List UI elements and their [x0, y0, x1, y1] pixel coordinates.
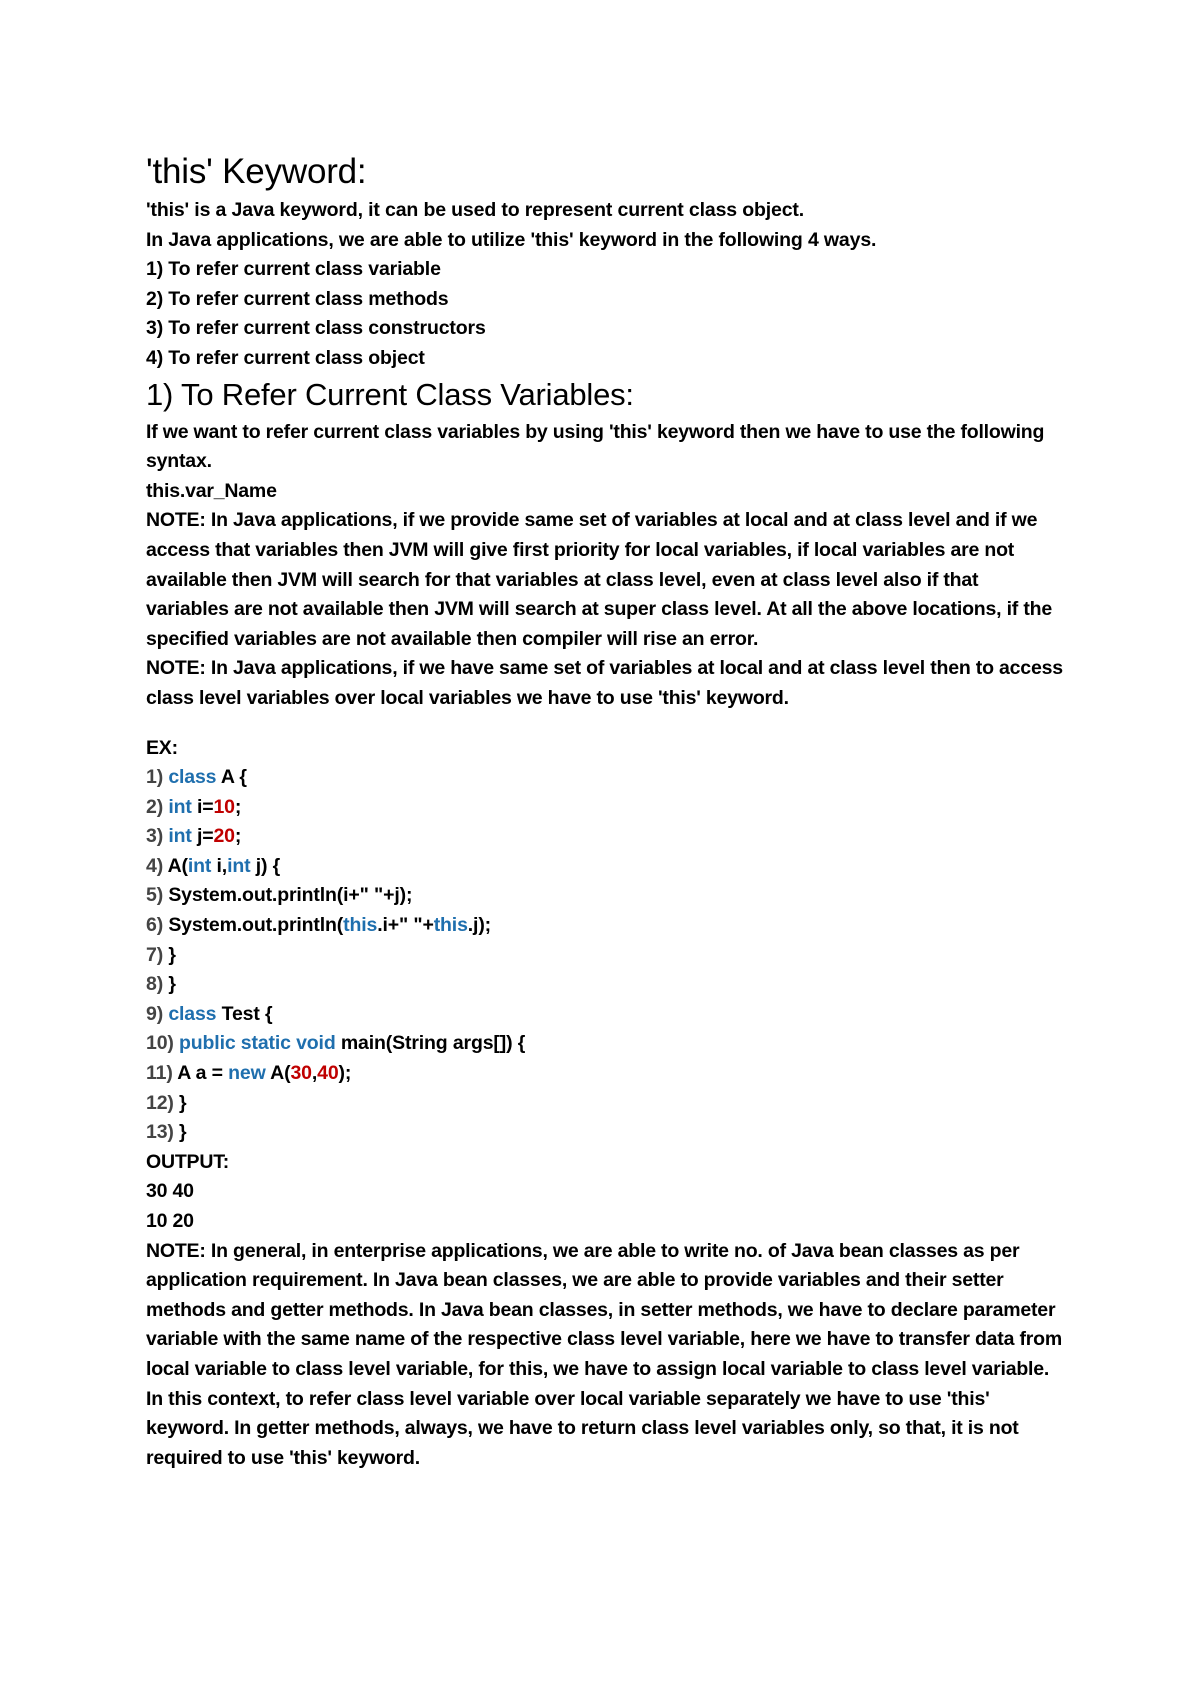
code-text: Test {	[216, 1002, 273, 1025]
code-line	[146, 793, 1066, 823]
intro-lines	[146, 196, 1066, 374]
code-text: }	[168, 973, 176, 996]
code-line	[146, 763, 1066, 793]
code-line-number: 2)	[146, 795, 169, 818]
intro-line: In Java applications, we are able to utilize 'this' keyword in the following 4 ways.	[146, 228, 877, 251]
code-keyword: int	[168, 795, 192, 818]
code-text: A a =	[177, 1062, 229, 1085]
code-line-number: 1)	[146, 766, 169, 789]
code-line-number: 6)	[146, 914, 169, 937]
code-line-number: 13)	[146, 1121, 180, 1144]
note-paragraph-3: NOTE: In general, in enterprise applications, we are able to write no. of Java bean classes as per application requirement. In Java bean classes, we are able to provide variables and their setter methods and getter methods. In Java bean classes, in setter methods, we have to declare parameter variable with the same name of the respective class level variable, here we have to transfer data from local variable to class level variable, for this, we have to assign local variable to class level variable. In this context, to refer class level variable over local variable separately we have to use 'this' keyword. In getter methods, always, we have to return class level variables only, so that, it is not required to use 'this' keyword.	[146, 1239, 1063, 1469]
code-text: ;	[234, 825, 242, 848]
code-line	[146, 1029, 1066, 1059]
output-label: OUTPUT:	[146, 1150, 230, 1173]
output-line: 10 20	[146, 1210, 194, 1232]
code-text: .j);	[467, 914, 492, 937]
code-text: i=	[191, 795, 214, 818]
code-line-number: 5)	[146, 884, 169, 907]
code-line-number: 11)	[146, 1062, 178, 1085]
section-intro: If we want to refer current class variables by using 'this' keyword then we have to use the following syntax.	[146, 420, 1045, 473]
code-text: A(	[265, 1062, 291, 1085]
section-heading: 1) To Refer Current Class Variables:	[146, 376, 634, 412]
code-keyword: class	[168, 1002, 217, 1025]
note-paragraph-1: NOTE: In Java applications, if we provide same set of variables at local and at class level and if we access that variables then JVM will give first priority for local variables, if local variables are not available then JVM will search for that variables at class level, even at class level also if that variables are not available then JVM will search at super class level. At all the above locations, if the specified variables are not available then compiler will rise an error.	[146, 509, 1052, 650]
code-line-number: 10)	[146, 1032, 180, 1055]
syntax-line: this.var_Name	[146, 479, 277, 502]
code-line	[146, 822, 1066, 852]
code-text: main(String args[]) {	[335, 1032, 526, 1055]
code-line	[146, 1089, 1066, 1119]
page-title: 'this' Keyword:	[146, 152, 367, 191]
code-line	[146, 1118, 1066, 1148]
code-keyword: this	[343, 914, 378, 937]
code-text: ,	[311, 1062, 318, 1085]
code-literal: 10	[213, 795, 235, 818]
code-line-number: 3)	[146, 825, 169, 848]
code-text: A(	[167, 854, 188, 877]
output-line: 30 40	[146, 1180, 194, 1203]
code-block	[146, 763, 1066, 1148]
code-line	[146, 941, 1066, 971]
code-text: j=	[191, 825, 214, 848]
code-line	[146, 911, 1066, 941]
code-line	[146, 852, 1066, 882]
intro-line: 'this' is a Java keyword, it can be used to represent current class object.	[146, 199, 805, 221]
code-text: System.out.println(i+" "+j);	[168, 884, 413, 907]
code-line-number: 8)	[146, 973, 169, 996]
code-text: j) {	[250, 854, 281, 877]
code-text: }	[179, 1091, 187, 1114]
code-line	[146, 881, 1066, 911]
code-text: i,	[211, 854, 228, 877]
code-line	[146, 1059, 1066, 1089]
code-keyword: public static void	[179, 1032, 336, 1055]
code-text: System.out.println(	[168, 914, 344, 937]
intro-line: 2) To refer current class methods	[146, 287, 449, 310]
code-keyword: int	[168, 825, 192, 848]
code-keyword: int	[227, 854, 251, 877]
code-keyword: new	[228, 1062, 266, 1085]
code-line-number: 4)	[146, 854, 168, 877]
code-line-number: 12)	[146, 1091, 180, 1114]
example-label: EX:	[146, 736, 178, 759]
code-text: );	[338, 1062, 352, 1085]
code-line	[146, 970, 1066, 1000]
code-text: .i+" "+	[377, 914, 434, 937]
code-text: ;	[234, 795, 242, 818]
note-paragraph-2: NOTE: In Java applications, if we have same set of variables at local and at class level then to access class level variables over local variables we have to use 'this' keyword.	[146, 657, 1063, 709]
code-line	[146, 1000, 1066, 1030]
intro-line: 4) To refer current class object	[146, 346, 425, 369]
code-literal: 20	[213, 825, 235, 848]
spacer	[146, 714, 1066, 734]
code-literal: 30	[290, 1062, 312, 1085]
intro-line: 1) To refer current class variable	[146, 258, 441, 281]
code-keyword: class	[168, 766, 217, 789]
code-line-number: 9)	[146, 1002, 169, 1025]
code-text: }	[179, 1121, 187, 1144]
code-text: }	[168, 943, 176, 966]
code-keyword: int	[187, 854, 212, 877]
code-line-number: 7)	[146, 943, 169, 966]
code-literal: 40	[317, 1062, 339, 1085]
code-text: A {	[216, 766, 247, 789]
intro-line: 3) To refer current class constructors	[146, 317, 486, 340]
code-keyword: this	[433, 914, 468, 937]
document-page	[146, 150, 1066, 1473]
